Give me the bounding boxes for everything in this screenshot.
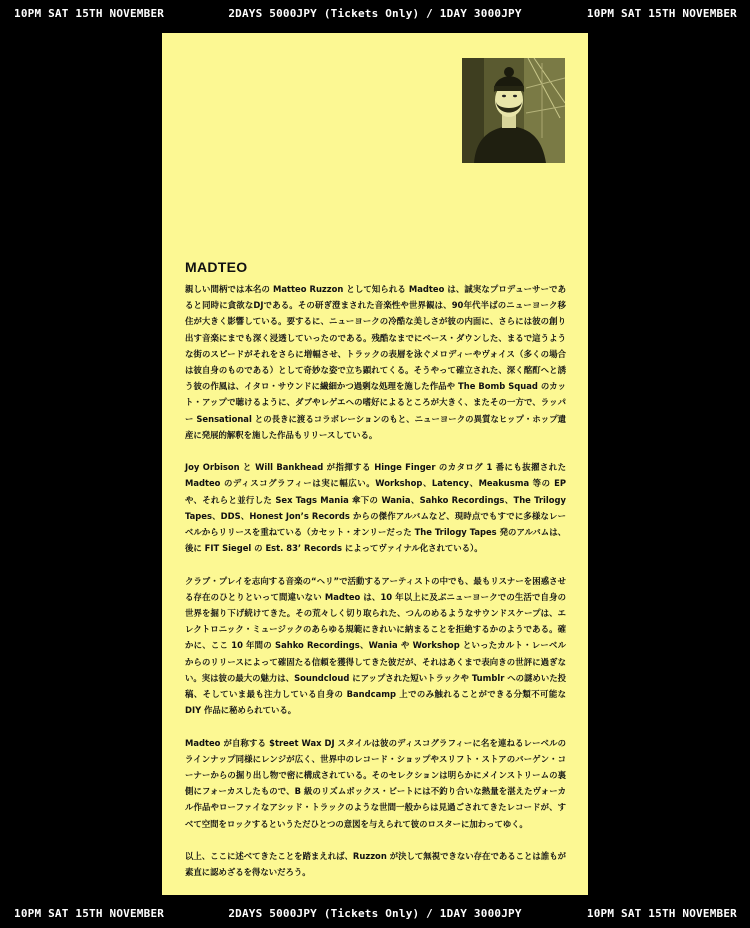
ticker-date-right: 10PM SAT 15TH NOVEMBER [586, 7, 737, 20]
bio-paragraph-3: クラブ・プレイを志向する音楽の“ヘリ”で活動するアーティストの中でも、最もリスナーを困惑させる存在のひとりといって間違いない Madteo は、10 年以上に及ぶニューヨークでの生活で自身の世界を掘り下げ続けてきた。その荒々しく切り取られた、つんのめるようなサウンドスケープは、エレクトロニック・ミュージックのあらゆる規範にきれいに納まることを拒絶するかのようである。確かに、ここ 10 年間の Sahko Recordings、Wania や Workshop といったカルト・レーベルからのリリースによって確固たる信頼を獲得してきた彼だが、それはあくまで表向きの世評に過ぎない。実は彼の最大の魅力は、Soundcloud にアップされた短いトラックや Tumblr への謎めいた投稿、そしていま最も注力している自身の Bandcamp 上でのみ触れることができる分類不可能な DIY 作品に秘められている。 [185, 575, 566, 716]
artist-name: MADTEO [185, 259, 248, 275]
bio-paragraph-4: Madteo が自称する $treet Wax DJ スタイルは彼のディスコグラフィーに名を連ねるレーベルのラインナップ同様にレンジが広く、世界中のレコード・ショップやスリフト・ストアのバーゲン・コーナーからの掘り出し物で密に構成されている。そのセレクションは明らかにメインストリームの裏側にフォーカスしたもので、B 級のリズムボックス・ビートには不釣り合いな熱量を湛えたヴォーカル作品やローファイなアシッド・トラックのような世間一般からは見過ごされてきたレコードが、すべて空間をロックするというただひとつの意図を与えられて彼のロスターに加わってゆく。 [185, 737, 566, 829]
artist-bio-card [162, 33, 588, 895]
top-ticker-bar [0, 0, 750, 28]
ticker-price: 2DAYS 5000JPY (Tickets Only) / 1DAY 3000JPY [228, 907, 522, 920]
portrait-illustration [462, 58, 565, 163]
bio-paragraph-1: 親しい間柄では本名の Matteo Ruzzon として知られる Madteo は、誠実なプロデューサーであると同時に貪欲なDJである。その研ぎ澄まされた音楽性や世界観は、90年代半ばのニューヨーク移住が大きく影響している。要するに、ニューヨークの冷酷な美しさが彼の内面に、さらには彼の創り出す音楽にまでも深く浸透していったのである。残酷なまでにベース・ダウンした、まるで這うような街のスピードがそれをさらに増幅させ、トラックの表層を泳ぐメロディーやヴォイス（多くの場合は彼自身のものである）として奇妙な姿で立ち顕れてくる。そうやって確立された、深く酩酊へと誘う彼の作風は、イタロ・サウンドに繊細かつ過剰な処理を施した作品や The Bomb Squad のカット・アップで聴けるように、ダブやレゲエへの嗜好によるところが大きく、またその一方で、ラッパー Sensational との長きに渡るコラボレーションのもと、ニューヨークの異質なヒップ・ホップ遺産に発展的解釈を施した作品もリリースしている。 [185, 284, 566, 440]
artist-biography [185, 281, 566, 895]
ticker-date-left: 10PM SAT 15TH NOVEMBER [14, 7, 165, 20]
ticker-date-right: 10PM SAT 15TH NOVEMBER [586, 907, 737, 920]
bio-paragraph-2: Joy Orbison と Will Bankhead が指揮する Hinge Finger のカタログ 1 番にも抜擢された Madteo のディスコグラフィーは実に幅広い。Workshop、Latency、Meakusma 等の EP や、それらと並行した Sex Tags Mania 傘下の Wania、Sahko Recordings、The Trilogy Tapes、DDS、Honest Jon’s Records からの傑作アルバムなど、現時点でもすでに多様なレーベルからリリースを重ねている（カセット・オンリーだった The Trilogy Tapes 発のアルバムは、後に FIT Siegel の Est. 83’ Records によってヴァイナル化されている）。 [185, 462, 566, 554]
ticker-price: 2DAYS 5000JPY (Tickets Only) / 1DAY 3000JPY [228, 7, 522, 20]
artist-portrait-icon [462, 58, 565, 163]
bio-paragraph-5: 以上、ここに述べてきたことを踏まえれば、Ruzzon が決して無視できない存在であることは誰もが素直に認めざるを得ないだろう。 [185, 851, 566, 878]
bottom-ticker-bar [0, 900, 750, 928]
ticker-date-left: 10PM SAT 15TH NOVEMBER [14, 907, 165, 920]
